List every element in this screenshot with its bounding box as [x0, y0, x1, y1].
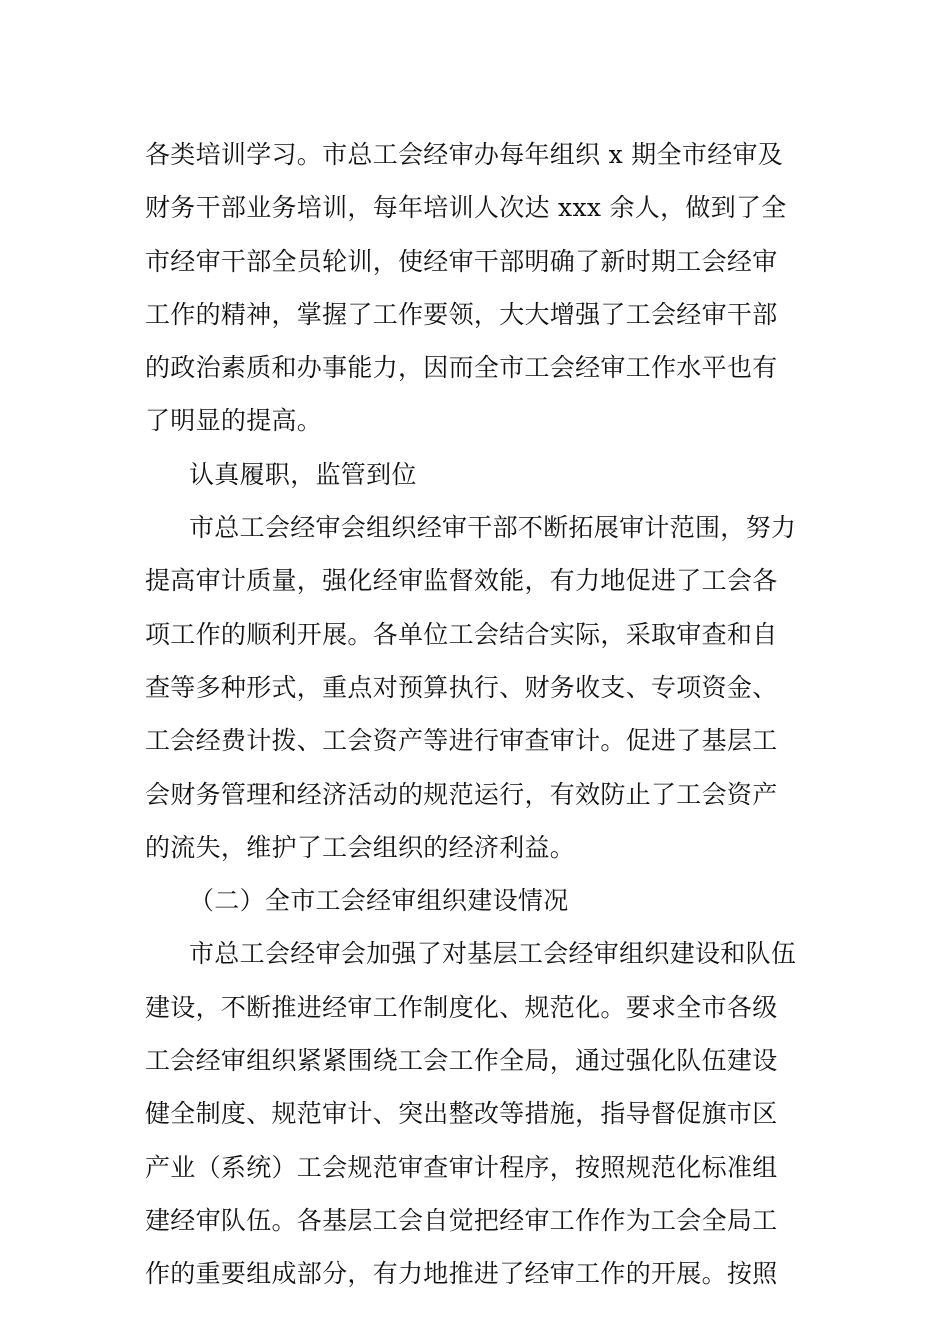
paragraph-line: 市总工会经审会组织经审干部不断拓展审计范围，努力 [189, 513, 797, 543]
paragraph-line: 查等多种形式，重点对预算执行、财务收支、专项资金、 [145, 672, 778, 702]
paragraph-line: 市总工会经审会加强了对基层工会经审组织建设和队伍 [189, 939, 797, 969]
paragraph-line: 项工作的顺利开展。各单位工会结合实际，采取审查和自 [145, 619, 778, 649]
paragraph-line: 工作的精神，掌握了工作要领，大大增强了工会经审干部 [145, 299, 778, 329]
paragraph-line: 建设，不断推进经审工作制度化、规范化。要求全市各级 [145, 992, 778, 1022]
paragraph-line: 了明显的提高。 [145, 406, 323, 436]
section-heading: （二）全市工会经审组织建设情况 [189, 886, 569, 916]
paragraph-line: 建经审队伍。各基层工会自觉把经审工作作为工会全局工 [145, 1205, 778, 1235]
paragraph-line: 工会经费计拨、工会资产等进行审查审计。促进了基层工 [145, 726, 778, 756]
paragraph-line: 各类培训学习。市总工会经审办每年组织 x 期全市经审及 [145, 140, 784, 169]
paragraph-line: 提高审计质量，强化经审监督效能，有力地促进了工会各 [145, 566, 778, 596]
paragraph-line: 工会经审组织紧紧围绕工会工作全局，通过强化队伍建设 [145, 1046, 778, 1076]
paragraph-line: 市经审干部全员轮训，使经审干部明确了新时期工会经审 [145, 246, 778, 276]
paragraph-line: 产业（系统）工会规范审查审计程序，按照规范化标准组 [145, 1152, 778, 1182]
paragraph-line: 的政治素质和办事能力，因而全市工会经审工作水平也有 [145, 353, 778, 383]
paragraph-line: 健全制度、规范审计、突出整改等措施，指导督促旗市区 [145, 1099, 778, 1129]
paragraph-line: 的流失，维护了工会组织的经济利益。 [145, 832, 576, 862]
paragraph-line: 财务干部业务培训，每年培训人次达 xxx 余人，做到了全 [145, 193, 787, 223]
section-heading: 认真履职，监管到位 [189, 459, 417, 489]
paragraph-line: 会财务管理和经济活动的规范运行，有效防止了工会资产 [145, 779, 778, 809]
paragraph-line: 作的重要组成部分，有力地推进了经审工作的开展。按照 [145, 1259, 778, 1289]
document-body [145, 128, 810, 1301]
